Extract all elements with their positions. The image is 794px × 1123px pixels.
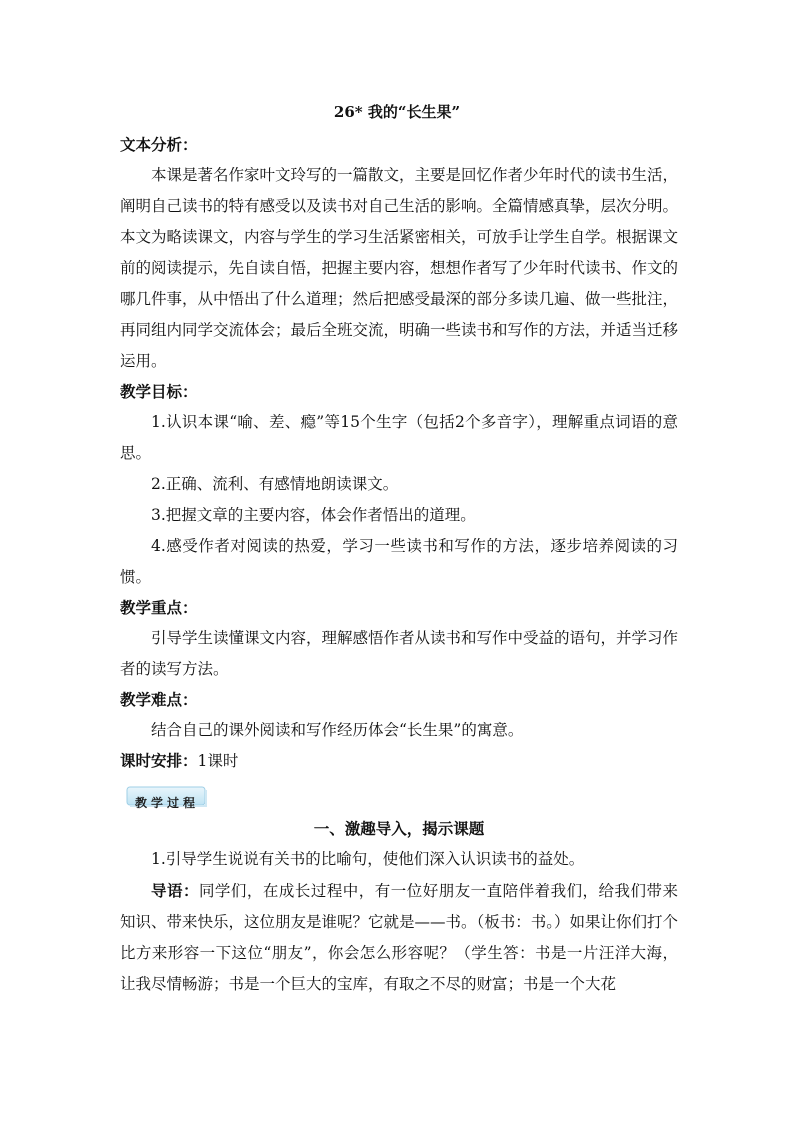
process-badge-label: 教学过程 (134, 796, 199, 810)
key-points-paragraph: 引导学生读懂课文内容，理解感悟作者从读书和写作中受益的语句，并学习作者的读写方法。 (120, 629, 679, 678)
goal-item-3: 3.把握文章的主要内容，体会作者悟出的道理。 (151, 506, 476, 524)
schedule-heading: 课时安排： (120, 751, 198, 770)
difficulties-paragraph: 结合自己的课外阅读和写作经历体会“长生果”的寓意。 (151, 721, 524, 739)
intro-text: 同学们，在成长过程中，有一位好朋友一直陪伴着我们，给我们带来知识、带来快乐，这位朋友是谁呢？它就是——书。（板书：书。）如果让你们打个比方来形容一下这位“朋友”，你会怎么形容呢？（学生答：书是一片汪洋大海，让我尽情畅游；书是一个巨大的宝库，有取之不尽的财富；书是一个大花 (120, 882, 679, 993)
process-badge-wrap (126, 786, 678, 814)
goal-item-4: 4.感受作者对阅读的热爱，学习一些读书和写作的方法，逐步培养阅读的习惯。 (120, 537, 678, 586)
schedule-value: 1课时 (197, 752, 239, 770)
section-1-intro (120, 875, 678, 1000)
goal-item-1: 1.认识本课“喻、差、瘾”等15个生字（包括2个多音字），理解重点词语的意思。 (120, 413, 678, 462)
page-title: 26* 我的“长生果” (333, 103, 461, 121)
goal-item-2: 2.正确、流利、有感情地朗读课文。 (151, 475, 399, 493)
section-1-title: 一、激趣导入，揭示课题 (313, 819, 485, 838)
difficulties-heading: 教学难点： (120, 690, 198, 709)
process-badge (126, 786, 208, 808)
analysis-paragraph: 本课是著名作家叶文玲写的一篇散文，主要是回忆作者少年时代的读书生活，阐明自己读书的特有感受以及读书对自己生活的影响。全篇情感真挚，层次分明。本文为略读课文，内容与学生的学习生活紧密相关，可放手让学生自学。根据课文前的阅读提示，先自读自悟，把握主要内容，想想作者写了少年时代读书、作文的哪几件事，从中悟出了什么道理；然后把感受最深的部分多读几遍、做一些批注，再同组内同学交流体会；最后全班交流，明确一些读书和写作的方法，并适当迁移运用。 (120, 166, 679, 370)
goals-heading: 教学目标： (120, 382, 198, 401)
key-points-heading: 教学重点： (120, 598, 198, 617)
analysis-heading: 文本分析： (120, 135, 198, 154)
schedule-line (120, 746, 678, 776)
intro-label: 导语： (151, 881, 199, 900)
document-body (120, 130, 678, 1000)
section-1-step-1: 1.引导学生说说有关书的比喻句，使他们深入认识读书的益处。 (151, 850, 585, 868)
